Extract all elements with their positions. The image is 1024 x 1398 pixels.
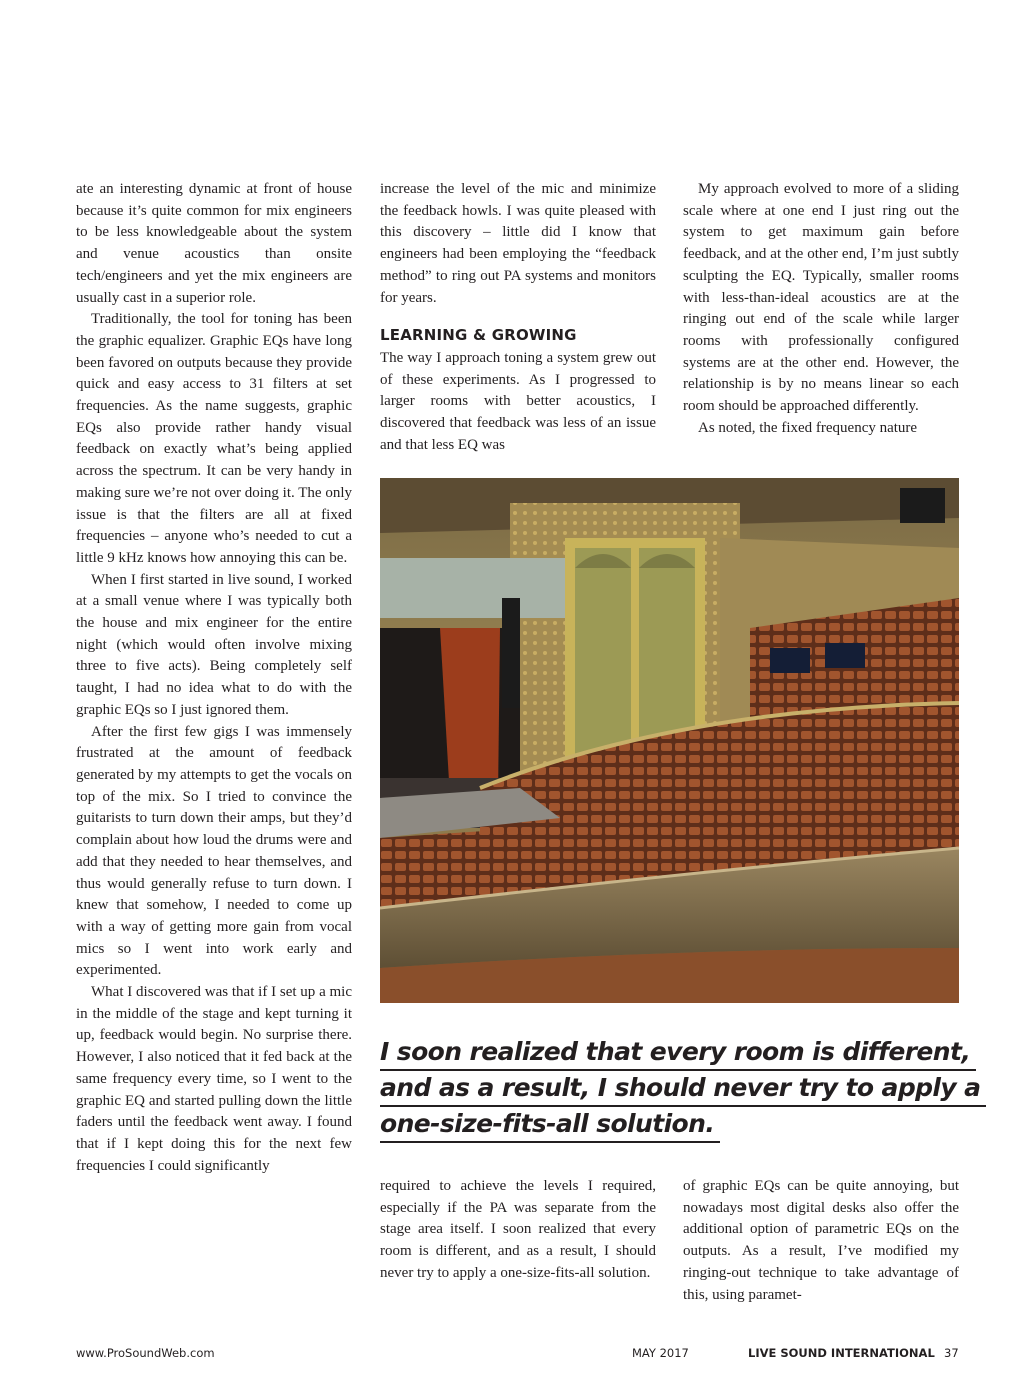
footer-page-number: 37	[944, 1346, 959, 1360]
paragraph: The way I approach toning a system grew out of these experiments. As I progressed to larger rooms with better acoustics, I discovered that feedback was less of an issue and that less EQ was	[380, 349, 656, 453]
footer-magazine-name: LIVE SOUND INTERNATIONAL	[748, 1346, 935, 1360]
pull-quote	[380, 1035, 981, 1143]
paragraph: ate an interesting dynamic at front of house because it’s quite common for mix engineers to be less knowledgeable about the system and venue acoustics than onsite tech/engineers and yet the mix engineers are usually cast in a superior role.	[76, 181, 352, 306]
paragraph: My approach evolved to more of a sliding scale where at one end I just ring out the system to get maximum gain before feedback, and at the other end, I’m just subtly sculpting the EQ. Typically, smaller rooms with less-than-ideal acoustics are at the ringing out end of the scale while larger rooms with professionally configured systems are at the other end. However, the relationship is by no means linear so each room should be approached differently.	[683, 181, 959, 415]
article-column-middle-top	[380, 179, 656, 456]
article-column-left	[76, 179, 352, 1177]
pull-quote-line: I soon realized that every room is different,	[380, 1035, 976, 1071]
article-column-right-top	[683, 179, 959, 439]
footer-website-url: www.ProSoundWeb.com	[76, 1346, 215, 1360]
article-column-middle-bottom	[380, 1176, 656, 1285]
paragraph: of graphic EQs can be quite annoying, but nowadays most digital desks also offer the additional option of parametric EQs on the outputs. As a result, I’ve modified my ringing-out technique to take advantage of this, using paramet-	[683, 1178, 959, 1303]
paragraph: What I discovered was that if I set up a mic in the middle of the stage and kept turning it up, feedback would begin. No surprise there. However, I also noticed that it fed back at the same frequency every time, so I went to the graphic EQ and started pulling down the little faders until the feedback went away. I found that if I kept doing this for the next few frequencies I could significantly	[76, 984, 352, 1174]
paragraph: Traditionally, the tool for toning has been the graphic equalizer. Graphic EQs have long been favored on outputs because they provide quick and easy access to 31 filters at set frequencies. As the name suggests, graphic EQs also provide rather handy visual feedback on exactly what’s being applied across the spectrum. It can be very handy in making sure we’re not over doing it. The only issue is that the filters are all at fixed frequencies – anyone who’s needed to cut a little 9 kHz knows how annoying this can be.	[76, 311, 352, 566]
footer-issue-date: MAY 2017	[632, 1346, 689, 1360]
pull-quote-line: one-size-fits-all solution.	[380, 1107, 720, 1143]
article-column-right-bottom	[683, 1176, 959, 1306]
paragraph: increase the level of the mic and minimize the feedback howls. I was quite pleased with this discovery – little did I know that engineers had been employing the “feedback method” to ring out PA systems and monitors for years.	[380, 181, 656, 306]
paragraph: After the first few gigs I was immensely frustrated at the amount of feedback generated by my attempts to get the vocals on top of the mix. So I tried to convince the guitarists to turn down their amps, but they’d complain about how loud the drums were and add that they needed to hear themselves, and thus would generally refuse to turn down. I knew that somehow, I needed to come up with a way of getting more gain from vocal mics so I went into work early and experimented.	[76, 723, 352, 979]
pull-quote-line: and as a result, I should never try to apply a	[380, 1071, 986, 1107]
paragraph: required to achieve the levels I required, especially if the PA was separate from the stage area itself. I soon realized that every room is different, and as a result, I should never try to apply a one-size-fits-all solution.	[380, 1178, 656, 1281]
theater-interior-photo	[380, 478, 959, 1003]
paragraph: As noted, the fixed frequency nature	[698, 419, 918, 436]
paragraph: When I first started in live sound, I worked at a small venue where I was typically both the house and mix engineer for the entire night (which would often involve mixing three to five acts). Being completely self taught, I had no idea what to do with the graphic EQs so I just ignored them.	[76, 571, 352, 718]
section-subhead: LEARNING & GROWING	[380, 326, 577, 345]
